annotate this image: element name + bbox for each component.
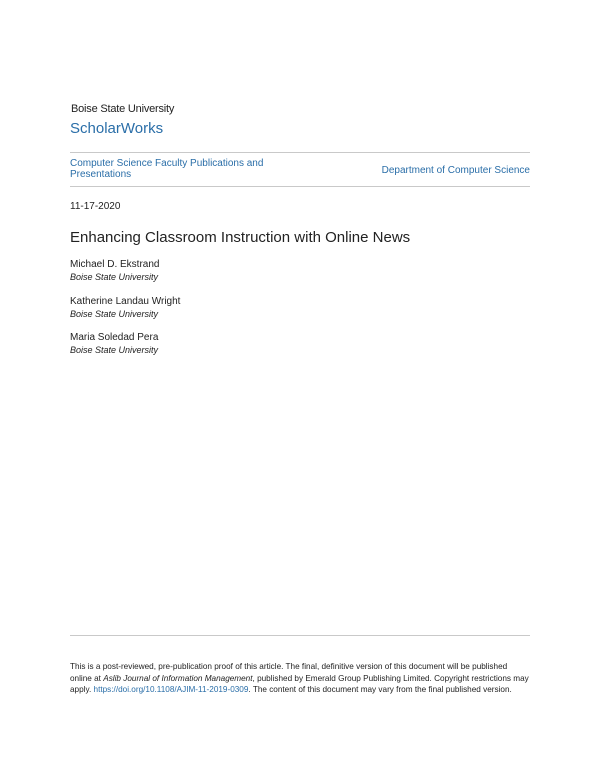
author-name: Katherine Landau Wright — [70, 296, 181, 307]
article-title: Enhancing Classroom Instruction with Online News — [70, 229, 411, 246]
author-name: Michael D. Ekstrand — [70, 259, 160, 270]
university-name: Boise State University — [71, 103, 175, 115]
author-affiliation: Boise State University — [70, 309, 159, 319]
author-name: Maria Soledad Pera — [70, 332, 159, 343]
divider-middle — [70, 186, 530, 187]
author-entry — [70, 295, 180, 321]
author-entry — [70, 258, 159, 284]
notice-text-3: . The content of this document may vary from the final published version. — [248, 685, 512, 694]
author-entry — [70, 331, 158, 357]
publication-date: 11-17-2020 — [70, 201, 121, 212]
divider-bottom — [70, 635, 530, 636]
doi-link[interactable]: https://doi.org/10.1108/AJIM-11-2019-0309 — [93, 685, 249, 694]
author-affiliation: Boise State University — [70, 345, 159, 355]
divider-top — [70, 152, 530, 153]
collection-link[interactable]: Computer Science Faculty Publications and Presentations — [70, 158, 264, 180]
author-affiliation: Boise State University — [70, 272, 159, 282]
notice-text-2: , published by Emerald Group Publishing Limited. Copyright restrictions may apply. — [70, 673, 529, 694]
notice-text-1: This is a post-reviewed, pre-publication proof of this article. The final, definitive version of this document will be published online at — [70, 662, 508, 683]
scholarworks-link[interactable]: ScholarWorks — [70, 120, 164, 137]
department-link[interactable]: Department of Computer Science — [381, 165, 530, 176]
journal-name: Aslib Journal of Information Management — [103, 673, 253, 683]
publication-notice — [70, 661, 530, 696]
